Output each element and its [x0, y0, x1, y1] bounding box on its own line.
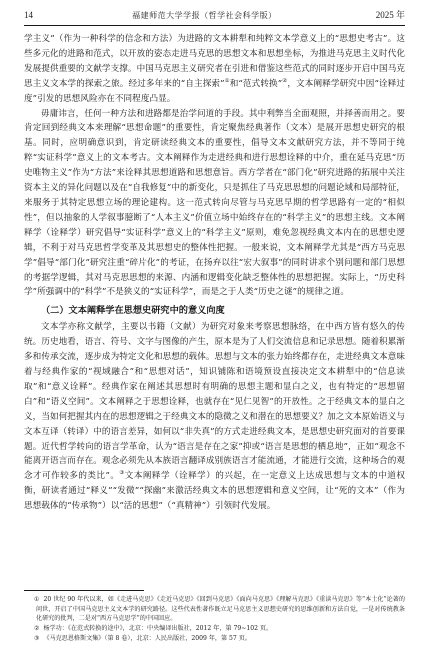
- page-number: 14: [24, 10, 33, 20]
- footnote: [24, 624, 405, 634]
- paragraph-text: ，文本阐释学研究中因“诠释过度”引发的思想风险亦在不同程度凸显。: [24, 78, 406, 104]
- footnote-mark: ②: [34, 625, 40, 633]
- footnote-ref-1[interactable]: ①: [224, 77, 230, 84]
- footnotes: [24, 590, 405, 644]
- footnote: [24, 595, 405, 624]
- paragraph-text: 和“范式转换”: [229, 78, 283, 89]
- footnote-ref-3[interactable]: ③: [119, 470, 125, 477]
- footnote-divider: [24, 590, 144, 591]
- footnote: [24, 634, 405, 644]
- section-heading: （二）文本阐释学在思想史研究中的意义向度: [41, 305, 225, 317]
- footnote-text: 杨学功：《在范式转换的途中》，北京：中央编译出版社，2012 年，第 79~102 页。: [43, 625, 273, 633]
- publication-year: 2025 年: [375, 10, 405, 20]
- footnote-mark: ③: [34, 634, 40, 642]
- footnote-ref-2[interactable]: ②: [282, 77, 288, 84]
- footnote-text: 《马克思恩格斯文集》（第 8 卷），北京：人民出版社，2009 年，第 57 页。: [43, 634, 251, 642]
- paragraph-continued: [24, 32, 405, 107]
- footnote-mark: ①: [34, 596, 40, 603]
- article-body: [24, 32, 405, 514]
- paragraph-text: 学主义”（作为一种科学的信念和方法）为进路的文本耕犁和纯粹文本学意义上的“思想史考古”。这些多元化的进路和范式，以开放的姿态走进马克思的思想文本和思想坐标，为推进马克思主义时代化发展提供重要的文献学支撑。中国马克思主义研究者在引进和借鉴这些范式的同时逐步开启中国马克思主义文本学的探索之旅。经过多年来的“自主探索”: [24, 34, 405, 89]
- paragraph: 毋庸讳言，任何一种方法和进路都是治学问道的手段。其中利弊当全面观照，并择善而用之。要肯定回到经典文本来理解“思想命题”的重要性，肯定聚焦经典著作（文本）是展开思想史研究的根基。同时，应明确意识到，肯定研读经典文本的重要性，倡导文本文献研究方法，并不等同于纯粹“实证科学”意义上的文本考古。文本阐释作为走进经典和进行思想诠释的中介，重在延马克思“历史唯物主义”作为“方法”来诠释其思想道路和思想意旨。西方学者在“部门化”研究进路的拓展中关注资本主义的异化问题以及在“自我修复”中的新变化，只是抓住了马克思思想的问题论域和局部特征，来服务于其特定思想立场的理论建构。这一范式转向尽管与马克思早期的哲学思路有一定的“相似性”，但以抽象的人学叙事臆断了“人本主义”价值立场中始终存在的“科学主义”的思想主线。文本阐释学（诠释学）研究倡导“实证科学”意义上的“科学主义”原则，难免忽视经典文本内在的思想史逻辑，不利于对马克思哲学变革及其思想史的整体性把握。一般来说，文本阐释学尤其是“西方马克思学”倡导“部门化”研究注重“碎片化”的考证，在扬弃以往“宏大叙事”的同时讲求个别问题和部门思想的考据学逻辑，其对马克思思想的来源、内涵和逻辑变化缺乏整体性的思想把握。实际上，“历史科学”所强调中的“科学”不是狭义的“实证科学”，而是之于人类“历史之谜”的规律之道。: [24, 108, 405, 298]
- paragraph: [24, 320, 405, 514]
- footnote-text: 20 世纪 90 年代以来，如《走进马克思》《走近马克思》《回到马克思》《面向马克思》《理解马克思》《重读马克思》等“本土化”论著的问世，开启了中国马克思主义文本学的研究路径。这些代表性著作既立足马克思主义思想史研究的思维创新和方法自觉，一是对传统教条化研究的批判，二是对“西方马克思学”的中国回应。: [36, 596, 405, 623]
- running-header: [24, 9, 405, 26]
- paragraph-text: 文本学亦称文献学，主要以书籍（文献）为研究对象来考察思想脉络，在中西方皆有悠久的传统。历史地看，语言、符号、文字与图像的产生，原本是为了人们交流信息和记录思想。随着积累渐多和传承交流，逐步成为特定文化和思想的载体。思想与文本的张力始终都存在，走进经典文本意味着与经典作家的“视域融合”和“思想对话”，知识铺陈和语境预设直接决定文本耕犁中的“信息读取”和“意义诠释”。经典作家在阐述其思想时有明确的思想主题和显白之义，也有特定的“思想留白”和“语义空间”。文本阐释之于思想诠释，也就存在“见仁见智”的开放性。之于经典文本的显白之义，当如何把握其内在的思想逻辑之于经典文本的隐微之义和潜在的思想要义？加之文本原始语义与文本互译（转译）中的语言差异，如何以“非失真”的方式走进经典文本，是思想史研究面对的首要课题。近代哲学转向的语言学革命，认为“语言是存在之家”抑或“语言是思想的栖息地”，正如“观念不能离开语言而存在。观念必须先从本族语言翻译成别族语言才能流通，才能进行交流，这种场合的观念才可作较多的类比”。: [24, 322, 405, 482]
- journal-title: 福建师范大学学报（哲学社会科学版）: [132, 11, 277, 20]
- paragraph-text: 文本阐释学（诠释学）的兴起，在一定意义上达成思想与文本的中道权衡，研读者通过“释义”“发微”“探幽”来激活经典文本的思想逻辑和意义空间，让“死的文本”（作为思想载体的“传承物”）以“活的思想”（“真精神”）引领时代发展。: [24, 471, 405, 512]
